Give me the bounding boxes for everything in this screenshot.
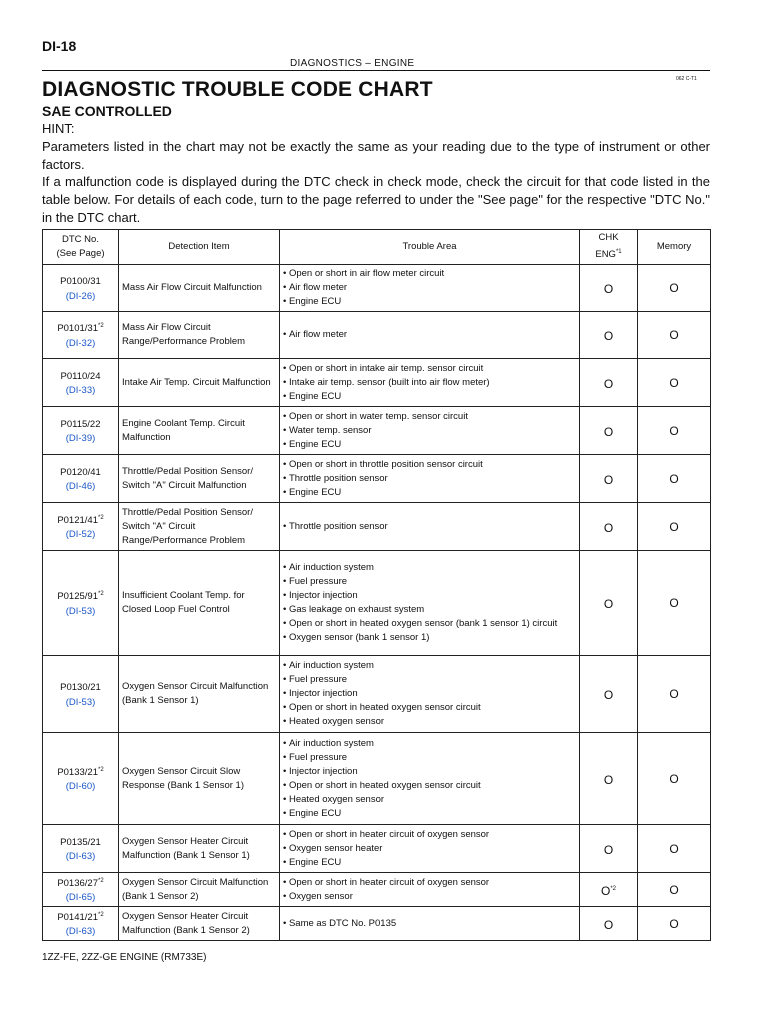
- detection-item: Mass Air Flow Circuit Malfunction: [119, 265, 280, 312]
- trouble-area: [280, 825, 580, 873]
- list-item: • Injector injection: [283, 687, 576, 701]
- chk-eng-mark: O: [603, 424, 614, 439]
- dtc-code: P0130/21: [60, 682, 101, 694]
- dtc-code: P0135/21: [60, 837, 101, 849]
- trouble-area: [280, 455, 580, 503]
- memory-mark: O: [638, 733, 711, 825]
- header-chk-line1: CHK: [598, 232, 619, 244]
- instructions-paragraph: If a malfunction code is displayed during the DTC check in check mode, check the circuit for that code listed in the table below. For details of each code, turn to the page referred to under the "See page" for the respective "DTC No." in the DTC chart.: [42, 174, 710, 225]
- list-item: • Injector injection: [283, 589, 576, 603]
- detection-item: Engine Coolant Temp. Circuit Malfunction: [119, 407, 280, 455]
- dtc-code-line: [46, 415, 115, 432]
- header-detection: Detection Item: [119, 230, 280, 265]
- trouble-area-list: [283, 561, 576, 645]
- subtitle: SAE CONTROLLED: [42, 103, 172, 119]
- chk-eng-cell: [580, 551, 638, 656]
- list-item: • Engine ECU: [283, 295, 576, 309]
- trouble-area-list: [283, 410, 576, 452]
- hint-paragraph: Parameters listed in the chart may not be exactly the same as your reading due to the type of instrument or other factors.: [42, 139, 710, 172]
- dtc-code: P0100/31: [60, 276, 101, 288]
- chk-eng-note: *2: [610, 885, 616, 892]
- list-item: • Open or short in heated oxygen sensor circuit: [283, 779, 576, 793]
- document-code: 062 C-T1: [676, 76, 697, 82]
- header-rule: [42, 70, 710, 71]
- trouble-area: [280, 873, 580, 907]
- dtc-code-line: [46, 908, 115, 925]
- see-page-link[interactable]: (DI-60): [65, 781, 96, 793]
- detection-item: Intake Air Temp. Circuit Malfunction: [119, 359, 280, 407]
- dtc-cell: [43, 656, 119, 733]
- list-item: • Intake air temp. sensor (built into air flow meter): [283, 376, 576, 390]
- dtc-note: *2: [98, 323, 104, 330]
- header-dtc-line2: (See Page): [56, 248, 105, 259]
- list-item: • Engine ECU: [283, 486, 576, 500]
- footer: 1ZZ-FE, 2ZZ-GE ENGINE (RM733E): [42, 952, 207, 963]
- list-item: • Injector injection: [283, 765, 576, 779]
- chk-eng-mark: O: [600, 883, 611, 898]
- memory-mark: O: [638, 407, 711, 455]
- trouble-area-list: [283, 520, 576, 534]
- trouble-area: [280, 733, 580, 825]
- chk-eng-mark: O: [603, 376, 614, 391]
- list-item: • Open or short in heater circuit of oxygen sensor: [283, 828, 576, 842]
- detection-item: Oxygen Sensor Circuit Slow Response (Bank 1 Sensor 1): [119, 733, 280, 825]
- trouble-area: [280, 407, 580, 455]
- trouble-area: [280, 359, 580, 407]
- dtc-note: *2: [98, 912, 104, 919]
- dtc-cell: [43, 359, 119, 407]
- chk-eng-cell: [580, 873, 638, 907]
- list-item: • Same as DTC No. P0135: [283, 917, 576, 931]
- chk-eng-cell: [580, 503, 638, 551]
- dtc-code-line: [46, 319, 115, 336]
- memory-mark: O: [638, 503, 711, 551]
- memory-mark: O: [638, 359, 711, 407]
- list-item: • Open or short in intake air temp. sensor circuit: [283, 362, 576, 376]
- list-item: • Open or short in heated oxygen sensor (bank 1 sensor 1) circuit: [283, 617, 576, 631]
- table-row: [43, 359, 711, 407]
- chk-eng-mark: O: [603, 520, 614, 535]
- dtc-cell: [43, 733, 119, 825]
- detection-item: Oxygen Sensor Circuit Malfunction (Bank 1 Sensor 2): [119, 873, 280, 907]
- dtc-cell: [43, 551, 119, 656]
- dtc-code-line: [46, 511, 115, 528]
- dtc-code: P0110/24: [60, 371, 101, 383]
- chk-eng-mark: O: [603, 688, 614, 702]
- see-page-link[interactable]: (DI-46): [65, 481, 96, 493]
- list-item: • Oxygen sensor heater: [283, 842, 576, 856]
- header-chk-eng: [580, 230, 638, 265]
- list-item: • Fuel pressure: [283, 751, 576, 765]
- memory-mark: O: [638, 656, 711, 733]
- chk-eng-mark: O: [603, 917, 614, 932]
- see-page-link[interactable]: (DI-26): [65, 290, 96, 302]
- header-memory: Memory: [638, 230, 711, 265]
- list-item: • Air induction system: [283, 737, 576, 751]
- dtc-code: P0136/27: [57, 878, 98, 890]
- dtc-code: P0101/31: [57, 323, 98, 335]
- header-dtc: [43, 230, 119, 265]
- see-page-link[interactable]: (DI-53): [65, 696, 96, 708]
- dtc-code-line: [46, 833, 115, 850]
- list-item: • Air flow meter: [283, 328, 576, 342]
- dtc-cell: [43, 503, 119, 551]
- chk-eng-cell: [580, 907, 638, 941]
- chk-eng-cell: [580, 407, 638, 455]
- table-row: [43, 503, 711, 551]
- memory-mark: O: [638, 825, 711, 873]
- dtc-cell: [43, 265, 119, 312]
- memory-mark: O: [638, 873, 711, 907]
- list-item: • Heated oxygen sensor: [283, 793, 576, 807]
- trouble-area-list: [283, 659, 576, 729]
- page-title: DIAGNOSTIC TROUBLE CODE CHART: [42, 78, 433, 101]
- trouble-area: [280, 312, 580, 359]
- detection-item: Oxygen Sensor Heater Circuit Malfunction (Bank 1 Sensor 1): [119, 825, 280, 873]
- chk-eng-cell: [580, 825, 638, 873]
- dtc-code: P0120/41: [60, 467, 101, 479]
- table-row: [43, 455, 711, 503]
- see-page-link[interactable]: (DI-63): [65, 851, 96, 863]
- chk-eng-mark: O: [603, 772, 614, 787]
- list-item: • Air induction system: [283, 659, 576, 673]
- chk-eng-cell: [580, 265, 638, 312]
- trouble-area-list: [283, 458, 576, 500]
- detection-item: Oxygen Sensor Heater Circuit Malfunction (Bank 1 Sensor 2): [119, 907, 280, 941]
- chk-eng-cell: [580, 656, 638, 733]
- header-dtc-line1: DTC No.: [62, 234, 99, 245]
- list-item: • Throttle position sensor: [283, 472, 576, 486]
- list-item: • Air flow meter: [283, 281, 576, 295]
- chk-eng-mark: O: [603, 842, 614, 857]
- trouble-area-list: [283, 362, 576, 404]
- dtc-code-line: [46, 272, 115, 289]
- list-item: • Fuel pressure: [283, 673, 576, 687]
- table-row: [43, 873, 711, 907]
- trouble-area-list: [283, 737, 576, 821]
- dtc-table-body: [43, 265, 711, 941]
- list-item: • Open or short in water temp. sensor circuit: [283, 410, 576, 424]
- chk-eng-mark: O: [603, 282, 614, 296]
- dtc-code: P0121/41: [57, 515, 98, 527]
- trouble-area: [280, 503, 580, 551]
- trouble-area: [280, 551, 580, 656]
- see-page-link[interactable]: (DI-33): [65, 385, 96, 397]
- dtc-code-line: [46, 463, 115, 480]
- see-page-link[interactable]: (DI-53): [65, 605, 96, 617]
- dtc-note: *2: [98, 878, 104, 884]
- dtc-cell: [43, 455, 119, 503]
- dtc-code-line: [46, 678, 115, 695]
- list-item: • Oxygen sensor: [283, 890, 576, 904]
- memory-mark: O: [638, 551, 711, 656]
- trouble-area: [280, 265, 580, 312]
- table-row: [43, 312, 711, 359]
- see-page-link[interactable]: (DI-52): [65, 529, 96, 541]
- trouble-area-list: [283, 328, 576, 342]
- memory-mark: O: [638, 455, 711, 503]
- header-chk-line2: [583, 245, 634, 262]
- dtc-note: *2: [98, 514, 104, 521]
- list-item: • Open or short in heated oxygen sensor circuit: [283, 701, 576, 715]
- chk-eng-mark: O: [603, 597, 614, 611]
- list-item: • Engine ECU: [283, 390, 576, 404]
- list-item: • Open or short in throttle position sensor circuit: [283, 458, 576, 472]
- table-row: [43, 656, 711, 733]
- table-header-row: [43, 230, 711, 265]
- page-id: DI-18: [42, 38, 77, 54]
- table-row: [43, 551, 711, 656]
- list-item: • Gas leakage on exhaust system: [283, 603, 576, 617]
- list-item: • Engine ECU: [283, 807, 576, 821]
- dtc-table: [42, 229, 711, 941]
- see-page-link[interactable]: (DI-65): [65, 892, 96, 904]
- see-page-link[interactable]: (DI-32): [65, 337, 96, 349]
- detection-item: Oxygen Sensor Circuit Malfunction (Bank 1 Sensor 1): [119, 656, 280, 733]
- list-item: • Oxygen sensor (bank 1 sensor 1): [283, 631, 576, 645]
- list-item: • Air induction system: [283, 561, 576, 575]
- dtc-code: P0141/21: [57, 912, 98, 924]
- dtc-cell: [43, 907, 119, 941]
- list-item: • Heated oxygen sensor: [283, 715, 576, 729]
- list-item: • Engine ECU: [283, 856, 576, 870]
- trouble-area: [280, 656, 580, 733]
- chk-eng-cell: [580, 455, 638, 503]
- table-row: [43, 407, 711, 455]
- table-row: [43, 733, 711, 825]
- detection-item: Insufficient Coolant Temp. for Closed Loop Fuel Control: [119, 551, 280, 656]
- list-item: • Engine ECU: [283, 438, 576, 452]
- dtc-cell: [43, 873, 119, 907]
- dtc-code-line: [46, 367, 115, 384]
- memory-mark: O: [638, 907, 711, 941]
- list-item: • Open or short in air flow meter circuit: [283, 267, 576, 281]
- dtc-note: *2: [98, 766, 104, 773]
- list-item: • Throttle position sensor: [283, 520, 576, 534]
- hint-label: HINT:: [42, 121, 75, 136]
- memory-mark: O: [638, 312, 711, 359]
- chk-eng-cell: [580, 733, 638, 825]
- trouble-area-list: [283, 917, 576, 931]
- header-chk-sup: *1: [615, 249, 622, 256]
- chk-eng-mark: O: [603, 472, 614, 487]
- dtc-code-line: [46, 587, 115, 604]
- dtc-cell: [43, 825, 119, 873]
- chk-eng-cell: [580, 312, 638, 359]
- dtc-code: P0133/21: [57, 767, 98, 779]
- list-item: • Water temp. sensor: [283, 424, 576, 438]
- dtc-code-line: [46, 874, 115, 891]
- header-trouble-area: Trouble Area: [280, 230, 580, 265]
- detection-item: Mass Air Flow Circuit Range/Performance Problem: [119, 312, 280, 359]
- dtc-note: *2: [98, 591, 104, 598]
- table-row: [43, 907, 711, 941]
- dtc-code: P0115/22: [60, 419, 101, 431]
- dtc-code: P0125/91: [57, 591, 98, 603]
- memory-mark: O: [638, 265, 711, 312]
- list-item: • Open or short in heater circuit of oxygen sensor: [283, 876, 576, 890]
- see-page-link[interactable]: (DI-63): [65, 926, 96, 938]
- header-chk-text: ENG: [595, 249, 616, 261]
- table-row: [43, 265, 711, 312]
- trouble-area-list: [283, 876, 576, 904]
- trouble-area-list: [283, 828, 576, 870]
- detection-item: Throttle/Pedal Position Sensor/ Switch "A" Circuit Range/Performance Problem: [119, 503, 280, 551]
- see-page-link[interactable]: (DI-39): [65, 433, 96, 445]
- chk-eng-mark: O: [603, 329, 614, 343]
- list-item: • Fuel pressure: [283, 575, 576, 589]
- dtc-cell: [43, 312, 119, 359]
- chk-eng-cell: [580, 359, 638, 407]
- table-row: [43, 825, 711, 873]
- trouble-area: [280, 907, 580, 941]
- dtc-cell: [43, 407, 119, 455]
- trouble-area-list: [283, 267, 576, 309]
- dtc-code-line: [46, 763, 115, 780]
- detection-item: Throttle/Pedal Position Sensor/ Switch "A" Circuit Malfunction: [119, 455, 280, 503]
- section-header: DIAGNOSTICS – ENGINE: [290, 58, 415, 69]
